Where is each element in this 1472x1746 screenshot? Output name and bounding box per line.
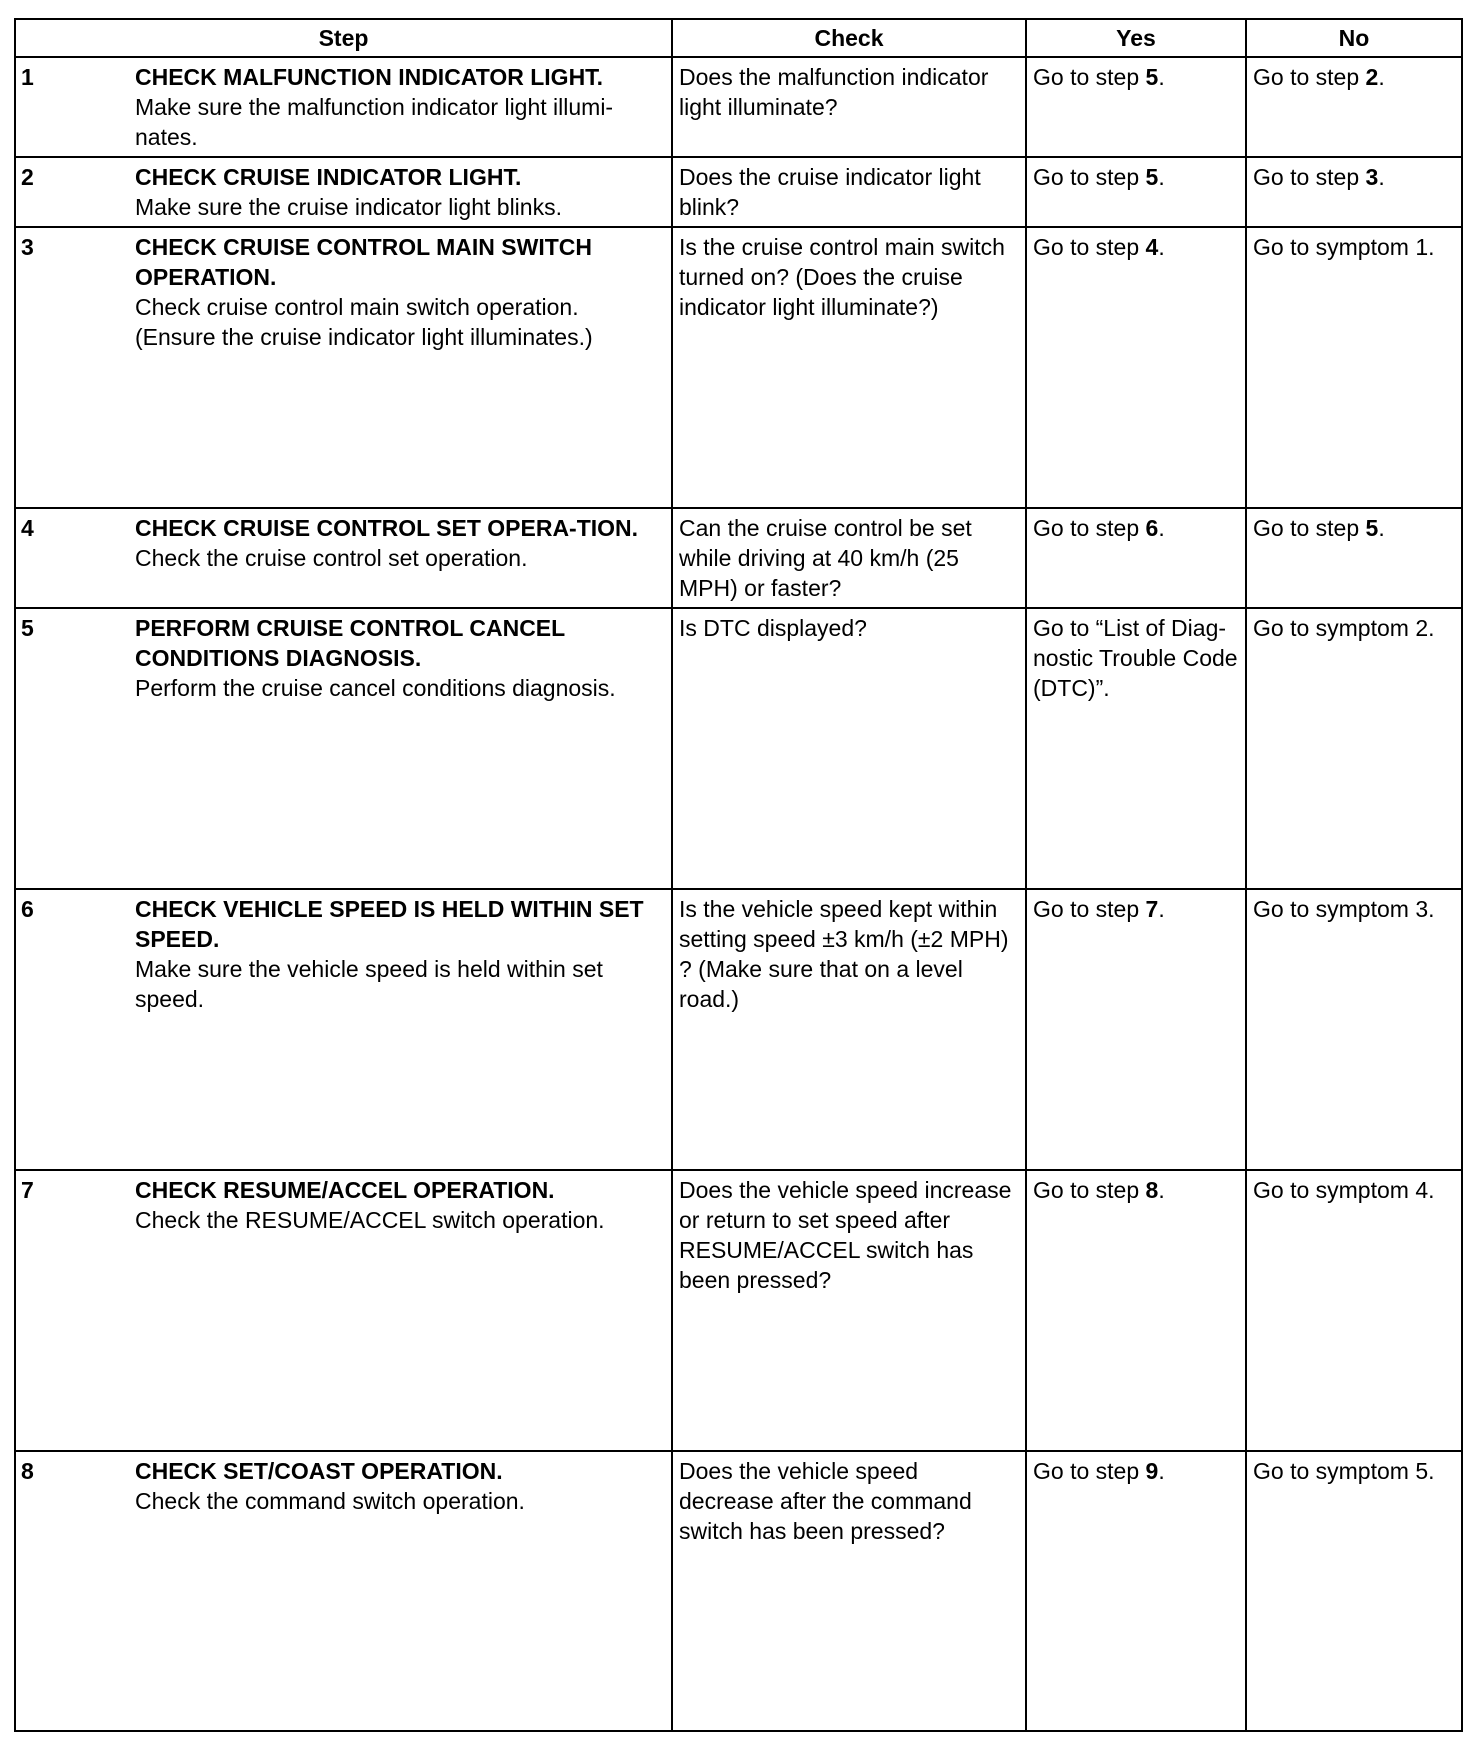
yes-tail: .: [1158, 896, 1165, 922]
step-description: Check cruise control main switch operation. (Ensure the cruise indicator light illuminates.): [135, 294, 593, 350]
step-number: 6: [15, 889, 133, 1170]
step-title: CHECK CRUISE INDICATOR LIGHT.: [135, 164, 522, 190]
no-text: Go to symptom 5.: [1253, 1458, 1435, 1484]
yes-step-ref: 6: [1145, 515, 1159, 541]
no-cell: [1246, 227, 1462, 508]
table-row: [15, 889, 1462, 1170]
yes-tail: .: [1158, 515, 1165, 541]
no-tail: .: [1378, 64, 1385, 90]
step-description: Make sure the vehicle speed is held within set speed.: [135, 956, 603, 1012]
yes-cell: [1026, 608, 1246, 889]
yes-cell: [1026, 1170, 1246, 1451]
yes-tail: .: [1158, 164, 1165, 190]
step-description: Check the command switch operation.: [135, 1488, 525, 1514]
step-number: 8: [15, 1451, 133, 1731]
check-cell: Does the cruise indicator light blink?: [672, 157, 1026, 227]
header-step: Step: [15, 19, 672, 57]
step-title: CHECK SET/COAST OPERATION.: [135, 1458, 503, 1484]
yes-step-ref: 5: [1145, 64, 1159, 90]
yes-step-ref: 4: [1145, 234, 1159, 260]
step-title: CHECK CRUISE CONTROL SET OPERA-TION.: [135, 515, 639, 541]
yes-tail: .: [1158, 1458, 1165, 1484]
step-number: 2: [15, 157, 133, 227]
yes-cell: [1026, 508, 1246, 608]
yes-text: Go to step: [1033, 164, 1146, 190]
yes-text: Go to step: [1033, 64, 1146, 90]
check-cell: Can the cruise control be set while driving at 40 km/h (25 MPH) or faster?: [672, 508, 1026, 608]
no-text: Go to symptom 4.: [1253, 1177, 1435, 1203]
yes-text: Go to step: [1033, 1177, 1146, 1203]
no-text: Go to step: [1253, 64, 1366, 90]
step-title: CHECK MALFUNCTION INDICATOR LIGHT.: [135, 64, 604, 90]
step-title: CHECK CRUISE CONTROL MAIN SWITCH OPERATION.: [135, 234, 593, 290]
no-cell: [1246, 889, 1462, 1170]
no-tail: .: [1378, 164, 1385, 190]
step-cell: [133, 157, 672, 227]
no-cell: [1246, 1170, 1462, 1451]
check-cell: Does the malfunction indicator light illuminate?: [672, 57, 1026, 157]
header-yes: Yes: [1026, 19, 1246, 57]
yes-step-ref: 8: [1145, 1177, 1159, 1203]
step-description: Make sure the cruise indicator light blinks.: [135, 194, 562, 220]
step-description: Make sure the malfunction indicator light illumi-nates.: [135, 94, 614, 150]
yes-step-ref: 7: [1145, 896, 1159, 922]
step-cell: [133, 57, 672, 157]
step-cell: [133, 508, 672, 608]
no-cell: [1246, 57, 1462, 157]
step-title: CHECK VEHICLE SPEED IS HELD WITHIN SET SPEED.: [135, 896, 644, 952]
yes-cell: [1026, 889, 1246, 1170]
no-cell: [1246, 608, 1462, 889]
step-number: 7: [15, 1170, 133, 1451]
no-text: Go to step: [1253, 515, 1366, 541]
yes-cell: [1026, 57, 1246, 157]
yes-text: Go to step: [1033, 234, 1146, 260]
yes-text: Go to step: [1033, 896, 1146, 922]
step-title: CHECK RESUME/ACCEL OPERATION.: [135, 1177, 555, 1203]
step-cell: [133, 608, 672, 889]
step-cell: [133, 889, 672, 1170]
step-description: Perform the cruise cancel conditions diagnosis.: [135, 675, 616, 701]
check-cell: Is DTC displayed?: [672, 608, 1026, 889]
yes-text: Go to step: [1033, 1458, 1146, 1484]
table-row: [15, 608, 1462, 889]
check-cell: Does the vehicle speed increase or return to set speed after RESUME/ACCEL switch has been pressed?: [672, 1170, 1026, 1451]
table-row: [15, 1451, 1462, 1731]
yes-tail: .: [1158, 234, 1165, 260]
step-cell: [133, 1451, 672, 1731]
no-cell: [1246, 157, 1462, 227]
yes-tail: .: [1158, 64, 1165, 90]
step-cell: [133, 1170, 672, 1451]
yes-text: Go to step: [1033, 515, 1146, 541]
step-number: 1: [15, 57, 133, 157]
step-number: 5: [15, 608, 133, 889]
table-row: [15, 1170, 1462, 1451]
no-text: Go to symptom 3.: [1253, 896, 1435, 922]
step-title: PERFORM CRUISE CONTROL CANCEL CONDITIONS DIAGNOSIS.: [135, 615, 565, 671]
yes-text: Go to “List of Diag-nostic Trouble Code (DTC)”.: [1033, 615, 1238, 701]
step-cell: [133, 227, 672, 508]
no-cell: [1246, 508, 1462, 608]
no-tail: .: [1378, 515, 1385, 541]
check-cell: Is the vehicle speed kept within setting speed ±3 km/h (±2 MPH) ? (Make sure that on a level road.): [672, 889, 1026, 1170]
step-description: Check the RESUME/ACCEL switch operation.: [135, 1207, 605, 1233]
check-cell: Is the cruise control main switch turned on? (Does the cruise indicator light illuminate?): [672, 227, 1026, 508]
table-row: [15, 57, 1462, 157]
header-row: [15, 19, 1462, 57]
no-text: Go to symptom 1.: [1253, 234, 1435, 260]
yes-cell: [1026, 227, 1246, 508]
no-step-ref: 5: [1365, 515, 1379, 541]
no-step-ref: 2: [1365, 64, 1379, 90]
table-row: [15, 508, 1462, 608]
header-check: Check: [672, 19, 1026, 57]
yes-cell: [1026, 157, 1246, 227]
table-row: [15, 227, 1462, 508]
header-no: No: [1246, 19, 1462, 57]
check-cell: Does the vehicle speed decrease after the command switch has been pressed?: [672, 1451, 1026, 1731]
yes-tail: .: [1158, 1177, 1165, 1203]
yes-step-ref: 9: [1145, 1458, 1159, 1484]
yes-cell: [1026, 1451, 1246, 1731]
table-row: [15, 157, 1462, 227]
diagnostic-procedure-table: [14, 18, 1463, 1732]
no-cell: [1246, 1451, 1462, 1731]
step-number: 4: [15, 508, 133, 608]
step-description: Check the cruise control set operation.: [135, 545, 528, 571]
yes-step-ref: 5: [1145, 164, 1159, 190]
step-number: 3: [15, 227, 133, 508]
no-text: Go to symptom 2.: [1253, 615, 1435, 641]
no-text: Go to step: [1253, 164, 1366, 190]
no-step-ref: 3: [1365, 164, 1379, 190]
